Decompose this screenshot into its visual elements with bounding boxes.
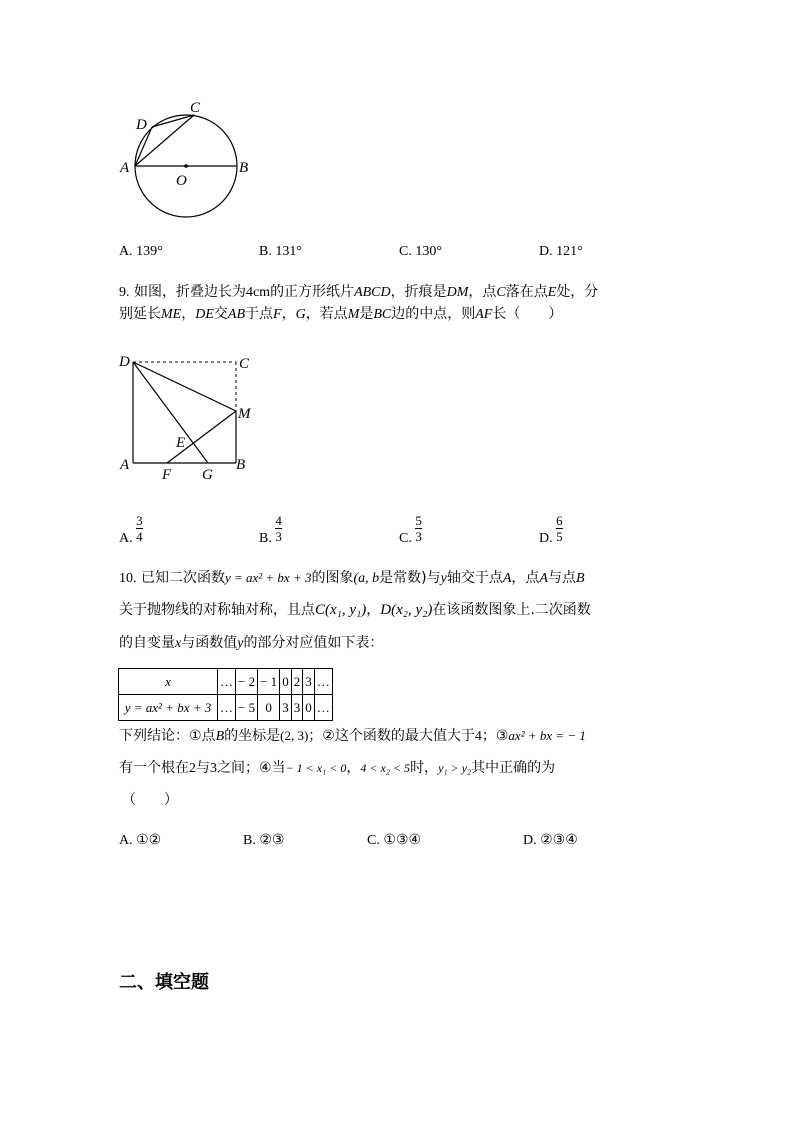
text: 的坐标是: [224, 728, 281, 744]
text: ，: [346, 760, 361, 776]
text: 之间；④当: [217, 760, 286, 776]
text: 与点: [547, 570, 576, 586]
option-value: ①③④: [383, 833, 421, 848]
denominator: 3: [275, 529, 282, 544]
math: G: [295, 307, 306, 322]
text: 关于抛物线的对称轴对称，且点: [119, 602, 315, 618]
math: M: [347, 307, 360, 322]
math: x: [175, 636, 182, 651]
math: DE: [195, 307, 214, 322]
q8-option-b[interactable]: [259, 244, 302, 260]
answer-blank: （ ）: [122, 792, 178, 808]
option-letter: D.: [523, 833, 537, 848]
option-letter: B.: [259, 244, 272, 259]
math: A: [502, 571, 512, 586]
q8-option-c[interactable]: [399, 244, 442, 260]
text: ，: [366, 602, 381, 618]
fraction: [275, 514, 282, 544]
text: ；③: [481, 728, 509, 744]
math: B: [575, 571, 585, 586]
text: 是: [359, 306, 374, 322]
q9-square-figure: [112, 348, 262, 483]
option-value: 139°: [136, 244, 163, 259]
label-d: D: [119, 354, 130, 370]
math: (a, b: [353, 571, 380, 586]
text: ，: [181, 306, 196, 322]
math: D(x₂, y₂): [380, 602, 433, 618]
math: ax² + bx = − 1: [508, 728, 586, 743]
q8-circle-figure: [112, 92, 272, 222]
text: 已知二次函数: [140, 570, 225, 586]
table-cell: …: [218, 695, 236, 721]
q8-option-a[interactable]: [119, 244, 163, 260]
math: 4: [474, 729, 482, 744]
label-m: M: [238, 406, 251, 422]
math: y: [440, 571, 447, 586]
text: 其中正确的为: [471, 760, 556, 776]
denominator: 3: [415, 529, 422, 544]
label-o: O: [176, 173, 187, 189]
math: C: [496, 285, 506, 300]
label-d: D: [136, 117, 147, 133]
text: 长（ ）: [492, 306, 563, 322]
math: DM: [446, 285, 469, 300]
math: B: [215, 729, 225, 744]
text: 与函数值: [181, 635, 238, 651]
question-number: 9.: [119, 285, 130, 300]
option-value: 131°: [275, 244, 302, 259]
table-cell: …: [218, 669, 236, 695]
table-cell: 0: [280, 669, 292, 695]
q9-option-b[interactable]: [259, 514, 282, 547]
table-row: [119, 695, 333, 721]
option-letter: A.: [119, 531, 133, 547]
numerator: 6: [556, 513, 563, 528]
q10-option-d[interactable]: [523, 832, 578, 849]
text: 边的中点，则: [391, 306, 476, 322]
option-letter: C.: [399, 244, 412, 259]
table-cell: …: [314, 669, 332, 695]
text: ，点: [511, 570, 540, 586]
math: BC: [373, 307, 392, 322]
text: 与: [196, 760, 210, 776]
math: 3: [210, 761, 217, 776]
crease-dm: [133, 362, 236, 411]
text: 处，分: [556, 284, 599, 300]
table-cell: 0: [303, 695, 315, 721]
table-row: [119, 669, 333, 695]
math: y = ax² + bx + 3: [224, 570, 312, 585]
denominator: 4: [136, 529, 143, 544]
text: 于点: [245, 306, 273, 322]
q10-line-5: [119, 758, 555, 779]
math: 4 < x₂ < 5: [360, 761, 411, 775]
label-f: F: [162, 467, 172, 483]
text: 的图象: [311, 570, 354, 586]
q10-option-c[interactable]: [367, 832, 421, 849]
option-letter: C.: [367, 833, 380, 848]
label-e: E: [176, 435, 186, 451]
math: ABCD: [354, 285, 391, 300]
text: ，点: [468, 284, 497, 300]
fraction: [415, 514, 422, 544]
text: 的正方形纸片: [270, 284, 355, 300]
option-letter: D.: [539, 244, 553, 259]
option-letter: A.: [119, 244, 133, 259]
line-dg: [133, 362, 208, 463]
option-letter: A.: [119, 833, 133, 848]
table-cell: 2: [291, 669, 303, 695]
text: ，: [281, 306, 296, 322]
math: F: [273, 307, 282, 322]
option-letter: B.: [259, 531, 272, 547]
q9-line-1: [119, 282, 598, 303]
text: 有一个根在: [119, 760, 189, 776]
section-heading: 二、填空题: [119, 972, 209, 993]
q10-line-1: [119, 568, 585, 589]
label-a: A: [120, 160, 130, 176]
option-value: ①②: [136, 833, 162, 848]
side-length: 4cm: [245, 285, 271, 300]
fraction: [136, 514, 143, 544]
math: AF: [475, 307, 493, 322]
table-cell: …: [314, 695, 332, 721]
q9-option-d[interactable]: [539, 514, 563, 547]
text: 交: [213, 306, 228, 322]
q9-option-a[interactable]: [119, 514, 143, 547]
q10-option-a[interactable]: [119, 832, 161, 849]
denominator: 5: [556, 529, 563, 544]
fraction: [556, 514, 563, 544]
label-b: B: [239, 160, 249, 176]
table-cell: 3: [303, 669, 315, 695]
option-letter: B.: [243, 833, 256, 848]
value-table: [118, 668, 333, 721]
numerator: 5: [415, 513, 422, 528]
math: AB: [227, 307, 245, 322]
text: 轴交于点: [446, 570, 503, 586]
text: 的部分对应值如下表：: [243, 635, 384, 651]
text: 时，: [410, 760, 439, 776]
math: 2: [189, 761, 196, 776]
math: − 1 < x₁ < 0: [285, 761, 347, 775]
q10-line-2: [119, 600, 591, 620]
text: 如图，折叠边长为: [133, 284, 246, 300]
math: ME: [161, 307, 182, 322]
numerator: 4: [275, 513, 282, 528]
math: A: [539, 571, 548, 586]
option-value: 121°: [556, 244, 583, 259]
option-value: 130°: [415, 244, 442, 259]
math: y: [237, 636, 244, 651]
q8-option-d[interactable]: [539, 244, 583, 260]
label-g: G: [202, 467, 213, 483]
math: C(x₁, y₁): [315, 602, 367, 618]
text: ；②这个函数的最大值大于: [308, 728, 475, 744]
q9-line-2: [119, 304, 562, 325]
text: 别延长: [119, 306, 161, 322]
label-b: B: [236, 457, 246, 473]
text: ，若点: [305, 306, 348, 322]
q10-option-b[interactable]: [243, 832, 284, 849]
table-cell: − 1: [258, 669, 280, 695]
option-value: ②③④: [540, 833, 578, 848]
table-cell: − 2: [236, 669, 258, 695]
text: 下列结论：①点: [119, 728, 216, 744]
text: 在该函数图象上.二次函数: [432, 602, 591, 618]
label-c: C: [190, 100, 201, 116]
option-letter: D.: [539, 531, 553, 547]
math: y₁ > y₂: [438, 761, 472, 775]
table-cell: y = ax² + bx + 3: [119, 695, 218, 721]
q10-line-3: [119, 633, 383, 654]
text: 落在点: [505, 284, 548, 300]
math: (2, 3): [280, 728, 309, 743]
label-c: C: [239, 356, 250, 372]
label-a: A: [120, 457, 130, 473]
question-number: 10.: [119, 571, 137, 586]
table-cell: 3: [280, 695, 292, 721]
math: E: [547, 285, 557, 300]
option-letter: C.: [399, 531, 412, 547]
text: ，折痕是: [390, 284, 447, 300]
q10-line-6: [122, 790, 178, 810]
option-value: ②③: [259, 833, 285, 848]
table-cell: 0: [258, 695, 280, 721]
table-cell: − 5: [236, 695, 258, 721]
center-dot: [184, 164, 188, 168]
numerator: 3: [136, 513, 143, 528]
table-cell: x: [119, 669, 218, 695]
text: 的自变量: [119, 635, 175, 651]
q9-option-c[interactable]: [399, 514, 422, 547]
q10-line-4: [119, 726, 586, 747]
text: 是常数)与: [379, 570, 441, 586]
table-cell: 3: [291, 695, 303, 721]
